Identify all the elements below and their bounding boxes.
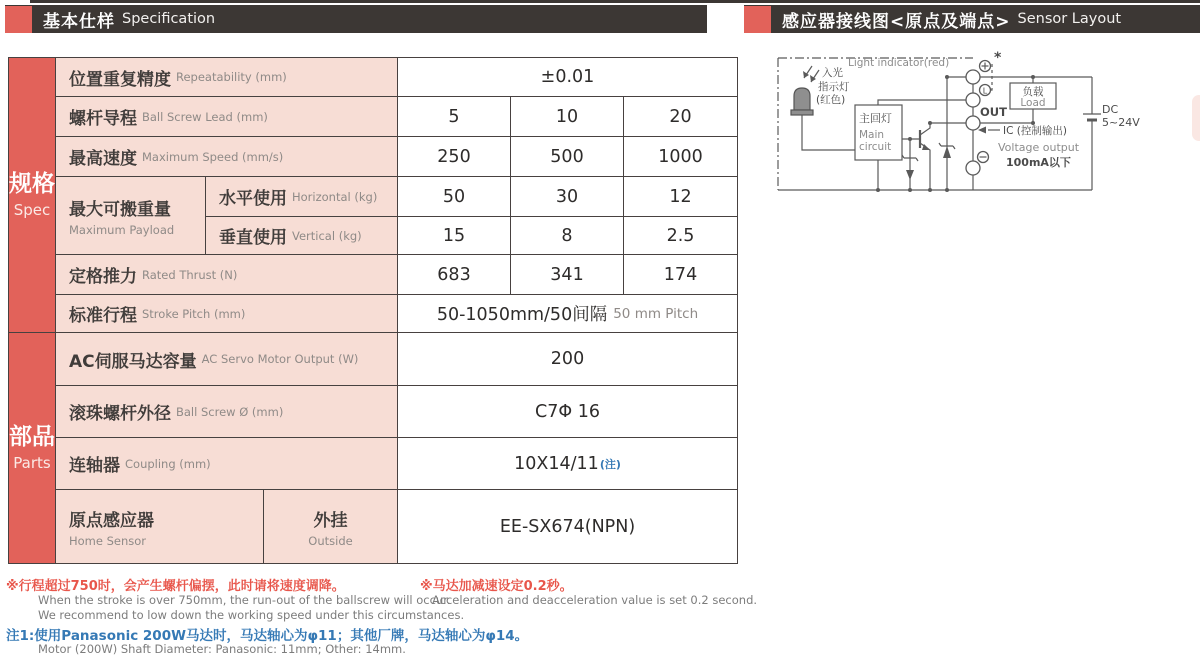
- row-speed-v2: 500: [511, 137, 624, 177]
- row-horizontal-label: 水平使用 Horizontal (kg): [206, 177, 398, 217]
- note-motor-shaft-en: Motor (200W) Shaft Diameter: Panasonic: 11mm; Other: 14mm.: [38, 642, 406, 656]
- row-payload-label: 最大可搬重量 Maximum Payload: [56, 177, 206, 255]
- main-circuit-label-zh: 主回灯: [859, 112, 892, 125]
- row-stroke-label: 标准行程 Stroke Pitch (mm): [56, 295, 398, 333]
- row-lead-v1: 5: [398, 97, 511, 137]
- row-motor-label: AC伺服马达容量 AC Servo Motor Output (W): [56, 333, 398, 386]
- out-label: OUT: [980, 105, 1007, 119]
- row-coupling-label: 连轴器 Coupling (mm): [56, 438, 398, 490]
- current-limit-label: 100mA以下: [1006, 156, 1071, 169]
- section-spec-zh: 规格: [9, 171, 55, 198]
- ic-arrow-icon: [978, 127, 986, 134]
- row-home-sensor-outside: 外挂 Outside: [264, 490, 398, 564]
- row-vertical-v1: 15: [398, 217, 511, 255]
- asterisk-mark: *: [994, 50, 1002, 66]
- row-lead-v2: 10: [511, 97, 624, 137]
- sensor-wiring-diagram: [770, 50, 1190, 210]
- note-accel-en: Acceleration and deacceleration value is set 0.2 second.: [432, 593, 758, 607]
- row-horizontal-v1: 50: [398, 177, 511, 217]
- specification-title-zh: 基本仕样: [43, 11, 115, 32]
- terminal-out: [966, 116, 980, 130]
- svg-text:入光: 入光: [822, 67, 843, 79]
- terminal-minus: [966, 161, 980, 175]
- specification-title-en: Specification: [122, 11, 216, 27]
- voltage-output-label: Voltage output: [998, 141, 1080, 154]
- light-indicator-label: Light indicator(red): [848, 57, 950, 69]
- section-parts-zh: 部品: [9, 424, 55, 451]
- svg-text:Main: Main: [859, 129, 885, 141]
- svg-text:L: L: [982, 86, 988, 96]
- row-lead-v3: 20: [624, 97, 738, 137]
- row-screw-dia-label: 滚珠螺杆外径 Ball Screw Ø (mm): [56, 386, 398, 438]
- red-square-icon: [744, 6, 771, 33]
- load-label-zh: 负载: [1022, 86, 1044, 98]
- row-repeatability-value: ±0.01: [398, 58, 738, 97]
- row-stroke-value: 50-1050mm/50间隔 50 mm Pitch: [398, 295, 738, 333]
- coupling-note-ref: (注): [599, 457, 621, 471]
- section-spec: [9, 58, 56, 333]
- ic-label: IC (控制输出): [1003, 125, 1067, 137]
- sensor-layout-title-en: Sensor Layout: [1017, 11, 1122, 27]
- row-home-sensor-value: EE-SX674(NPN): [398, 490, 738, 564]
- row-thrust-label: 定格推力 Rated Thrust (N): [56, 255, 398, 295]
- note-stroke-en1: When the stroke is over 750mm, the run-out of the ballscrew will occur.: [38, 593, 451, 607]
- svg-text:5~24V: 5~24V: [1102, 116, 1140, 129]
- row-thrust-v3: 174: [624, 255, 738, 295]
- row-horizontal-v3: 12: [624, 177, 738, 217]
- row-thrust-v2: 341: [511, 255, 624, 295]
- led-icon: [794, 88, 810, 110]
- row-home-sensor-label: 原点感应器 Home Sensor: [56, 490, 264, 564]
- row-thrust-v1: 683: [398, 255, 511, 295]
- sensor-layout-header: [744, 5, 1200, 33]
- row-vertical-v2: 8: [511, 217, 624, 255]
- note-stroke-en2: We recommend to low down the working speed under this circumstances.: [38, 608, 465, 622]
- row-speed-v1: 250: [398, 137, 511, 177]
- section-spec-en: Spec: [13, 200, 51, 219]
- page-edge-artifact: [1192, 95, 1200, 141]
- svg-text:Load: Load: [1020, 97, 1046, 109]
- spec-table: [8, 57, 738, 564]
- terminal-plus: [966, 70, 980, 84]
- svg-text:circuit: circuit: [859, 141, 892, 153]
- row-motor-value: 200: [398, 333, 738, 386]
- row-vertical-label: 垂直使用 Vertical (kg): [206, 217, 398, 255]
- sensor-layout-title-zh: 感应器接线图<原点及端点>: [782, 11, 1011, 32]
- section-parts-en: Parts: [13, 453, 51, 472]
- row-horizontal-v2: 30: [511, 177, 624, 217]
- top-divider: [30, 0, 1200, 3]
- row-coupling-value: 10X14/11 (注): [398, 438, 738, 490]
- row-vertical-v3: 2.5: [624, 217, 738, 255]
- row-speed-v3: 1000: [624, 137, 738, 177]
- note-accel-zh: ※马达加减速设定0.2秒。: [420, 579, 573, 594]
- dc-label: DC: [1102, 103, 1119, 116]
- row-speed-label: 最高速度 Maximum Speed (mm/s): [56, 137, 398, 177]
- svg-text:(红色): (红色): [816, 94, 846, 106]
- row-lead-label: 螺杆导程 Ball Screw Lead (mm): [56, 97, 398, 137]
- section-parts: [9, 333, 56, 564]
- row-repeatability-label: 位置重复精度 Repeatability (mm): [56, 58, 398, 97]
- note-stroke-zh: ※行程超过750时，会产生螺杆偏摆，此时请将速度调降。: [6, 579, 345, 594]
- terminal-light: [966, 93, 980, 107]
- note-motor-shaft-zh: 注1:使用Panasonic 200W马达时，马达轴心为φ11；其他厂牌，马达轴心为φ14。: [6, 628, 529, 644]
- red-square-icon: [5, 6, 32, 33]
- svg-text:指示灯: 指示灯: [818, 81, 850, 93]
- specification-header: [5, 5, 707, 33]
- row-screw-dia-value: C7Φ 16: [398, 386, 738, 438]
